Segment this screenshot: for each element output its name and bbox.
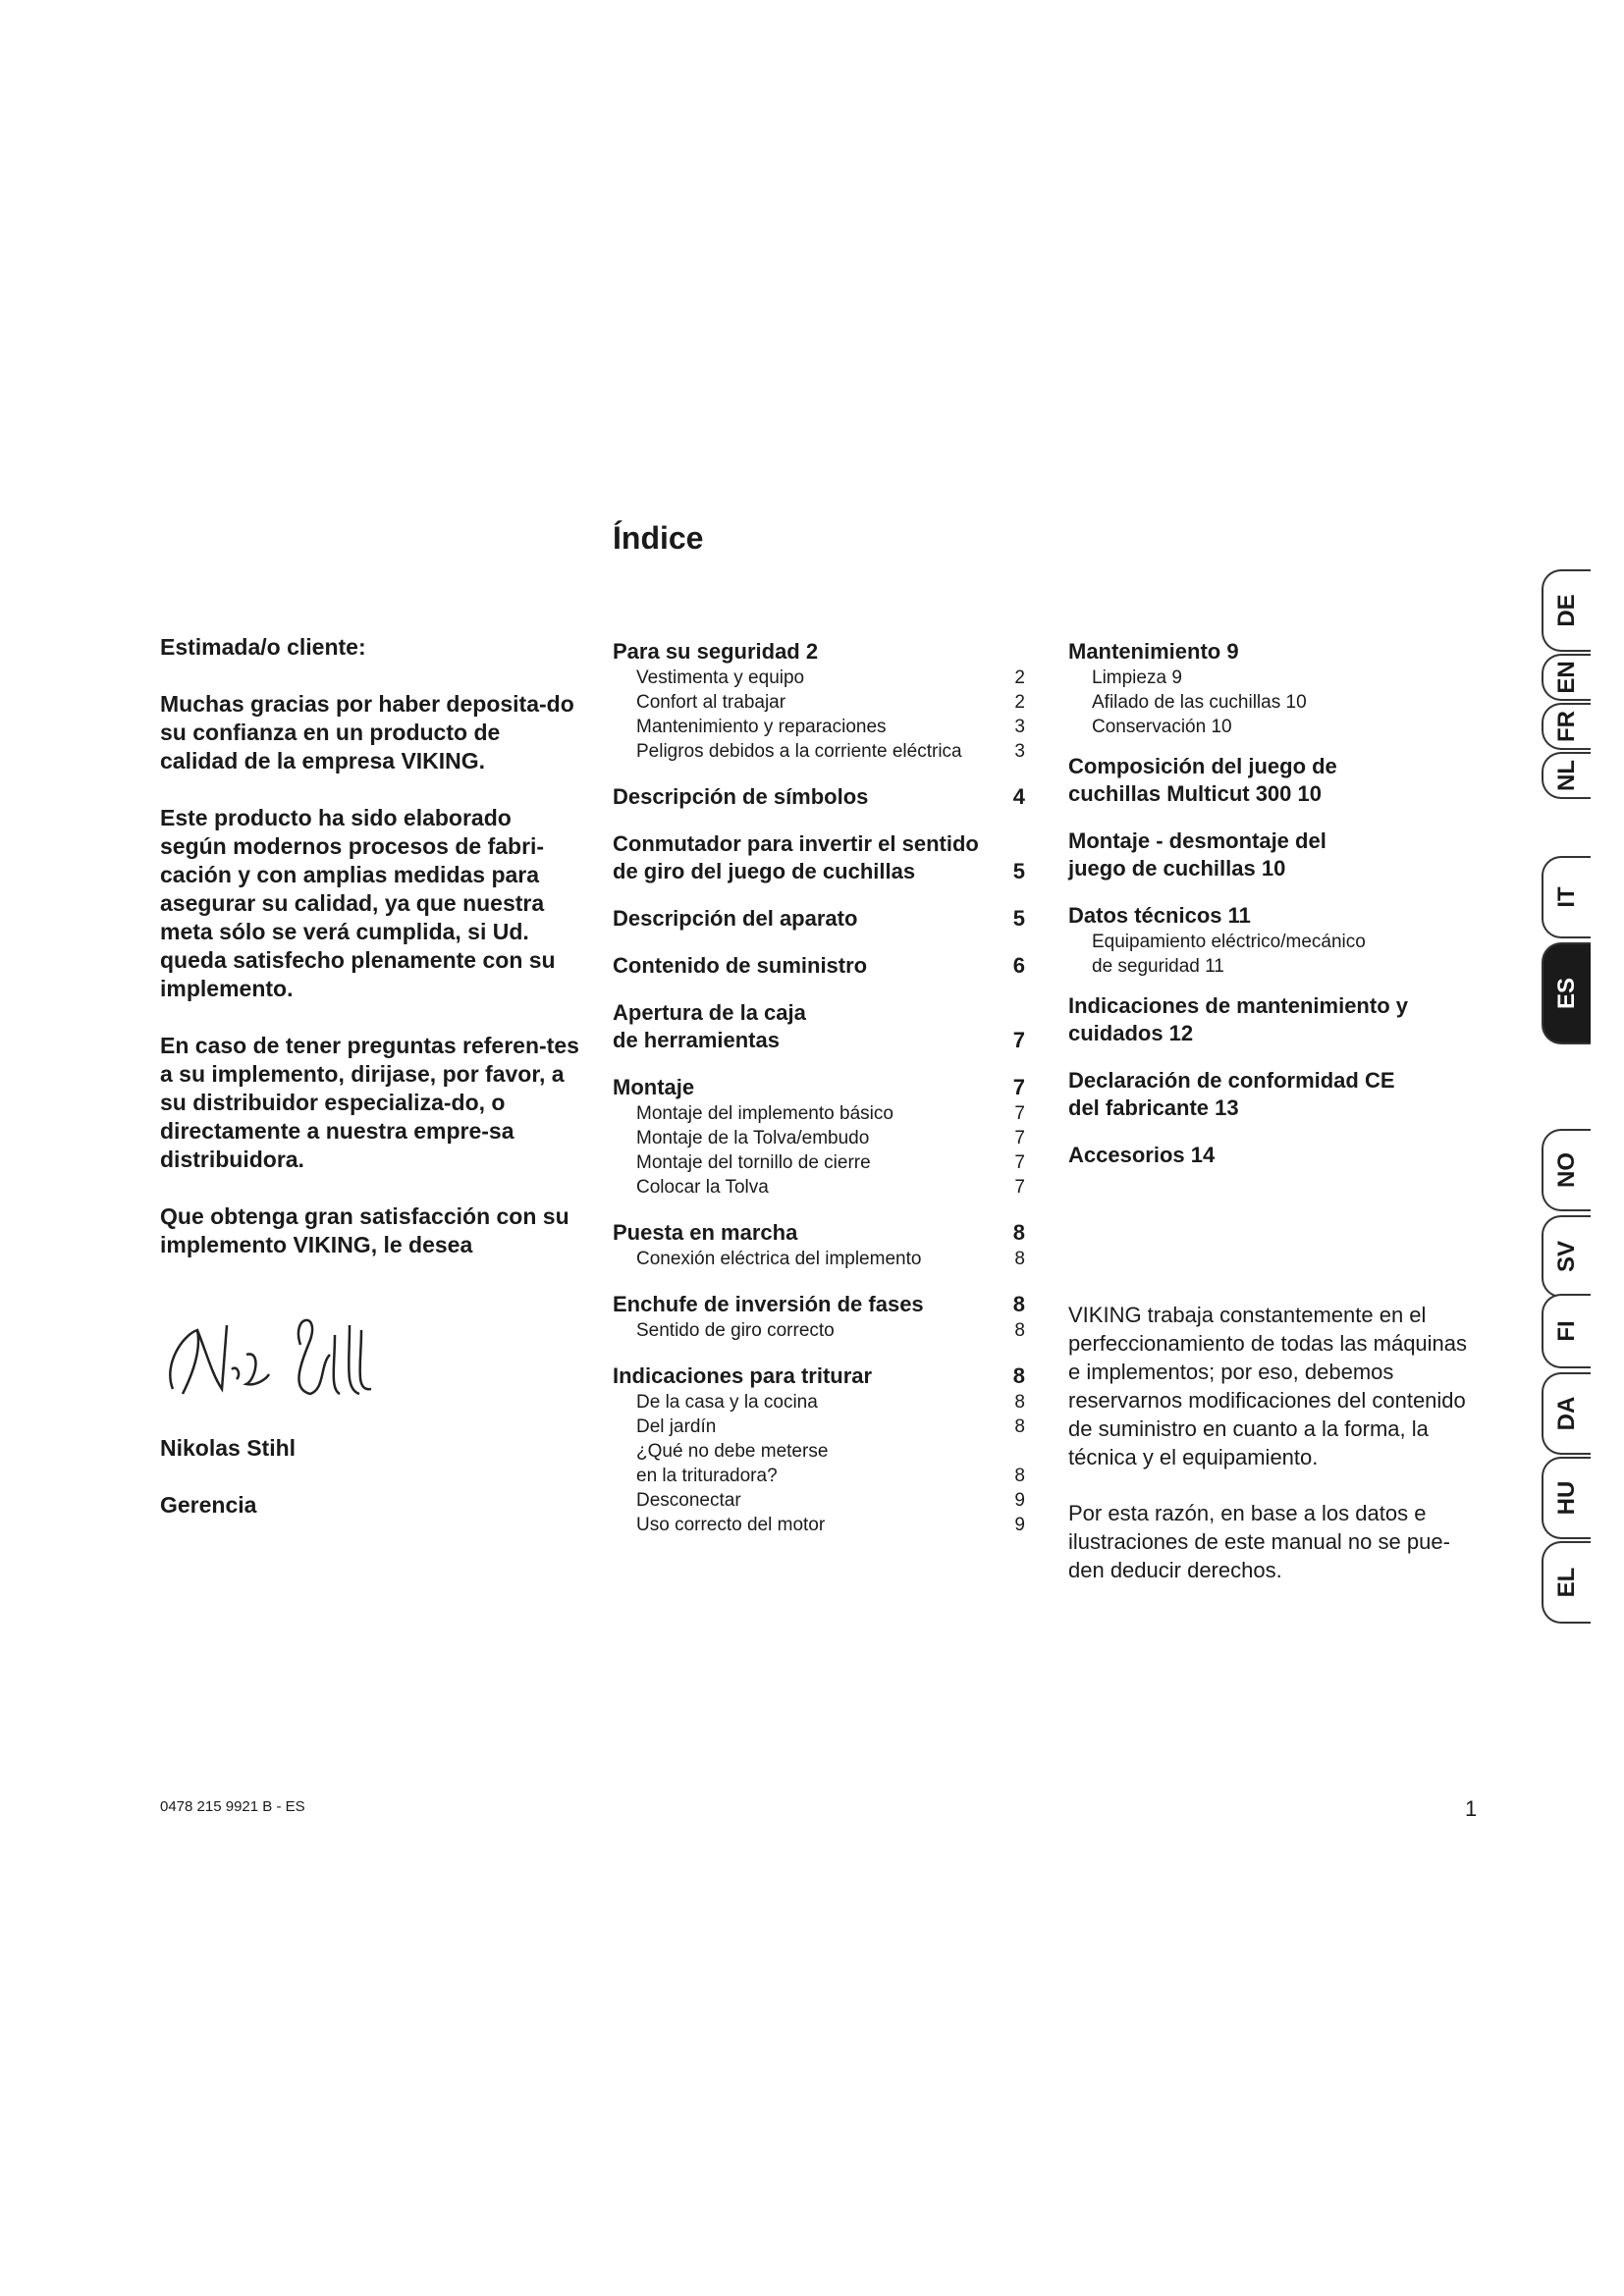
toc-subitem[interactable]: Del jardín 8 (636, 1416, 1025, 1437)
toc-subitem[interactable]: Sentido de giro correcto 8 (636, 1320, 1025, 1341)
disclaimer-note (1068, 1301, 1481, 1612)
toc-subitem[interactable]: Uso correcto del motor 9 (636, 1515, 1025, 1535)
signatory-role: Gerencia (160, 1492, 257, 1518)
toc-subitem[interactable]: De la casa y la cocina 8 (636, 1392, 1025, 1413)
letter-column (160, 633, 582, 1288)
toc-subitem[interactable]: Desconectar 9 (636, 1490, 1025, 1511)
toc-section[interactable]: cuchillas Multicut 300 10 (1068, 781, 1322, 806)
language-tab-it[interactable]: IT (1542, 856, 1591, 938)
toc-section[interactable]: Composición del juego de (1068, 754, 1337, 778)
language-tab-sv[interactable]: SV (1542, 1215, 1591, 1298)
toc-middle (613, 638, 1025, 1537)
language-tab-hu[interactable]: HU (1542, 1457, 1591, 1539)
toc-subitem[interactable]: Confort al trabajar 2 (636, 692, 1025, 713)
toc-subitem[interactable]: Limpieza 9 (1092, 667, 1182, 688)
language-tab-da[interactable]: DA (1542, 1372, 1591, 1455)
toc-section[interactable]: Declaración de conformidad CE (1068, 1068, 1395, 1093)
language-tab-de[interactable]: DE (1542, 569, 1591, 652)
toc-section[interactable]: Montaje - desmontaje del (1068, 828, 1326, 853)
handwritten-signature (153, 1296, 379, 1414)
page-title: Índice (613, 520, 704, 556)
toc-section[interactable]: Montaje 7 (613, 1075, 1025, 1099)
toc-subitem[interactable]: en la trituradora? 8 (636, 1466, 1025, 1486)
note-paragraph: Por esta razón, en base a los datos e ilustraciones de este manual no se pue-den deducir derechos. (1068, 1501, 1450, 1582)
toc-section[interactable]: Contenido de suministro 6 (613, 953, 1025, 978)
toc-section[interactable]: Datos técnicos 11 (1068, 903, 1251, 928)
toc-section[interactable]: del fabricante 13 (1068, 1095, 1239, 1120)
toc-section[interactable]: de herramientas 7 (613, 1028, 1025, 1052)
toc-subitem[interactable]: Peligros debidos a la corriente eléctrica 3 (636, 741, 1025, 762)
letter-paragraph: En caso de tener preguntas referen-tes a su implemento, dirijase, por favor, a su distribuidor especializa-do, o directamente a nuestra empre-sa distribuidora. (160, 1033, 579, 1172)
language-tab-nl[interactable]: NL (1542, 752, 1591, 799)
language-tab-el[interactable]: EL (1542, 1541, 1591, 1624)
toc-section[interactable]: Para su seguridad 2 (613, 639, 819, 664)
language-tab-es[interactable]: ES (1542, 942, 1591, 1044)
document-code: 0478 215 9921 B - ES (160, 1798, 305, 1815)
toc-subitem[interactable]: Equipamiento eléctrico/mecánico (1092, 932, 1366, 952)
language-tab-no[interactable]: NO (1542, 1129, 1591, 1211)
greeting: Estimada/o cliente: (160, 634, 366, 660)
toc-section[interactable]: Conmutador para invertir el sentido (613, 831, 979, 856)
toc-subitem[interactable]: Conexión eléctrica del implemento 8 (636, 1249, 1025, 1269)
toc-subitem[interactable]: Montaje de la Tolva/embudo 7 (636, 1128, 1025, 1148)
toc-section[interactable]: Descripción de símbolos 4 (613, 784, 1025, 809)
toc-section[interactable]: Indicaciones para triturar 8 (613, 1363, 1025, 1388)
toc-section[interactable]: de giro del juego de cuchillas 5 (613, 859, 1025, 883)
letter-paragraph: Este producto ha sido elaborado según modernos procesos de fabri-cación y con amplias medidas para asegurar su calidad, ya que nuestra meta sólo se verá cumplida, si Ud. queda satisfecho plenamente con su implemento. (160, 805, 556, 1001)
toc-subitem[interactable]: Afilado de las cuchillas 10 (1092, 692, 1307, 713)
toc-subitem[interactable]: Montaje del tornillo de cierre 7 (636, 1152, 1025, 1173)
toc-section[interactable]: Accesorios 14 (1068, 1143, 1216, 1167)
toc-section[interactable]: Indicaciones de mantenimiento y (1068, 993, 1408, 1018)
language-tab-fr[interactable]: FR (1542, 703, 1591, 750)
toc-subitem[interactable]: Mantenimiento y reparaciones 3 (636, 717, 1025, 737)
language-tab-fi[interactable]: FI (1542, 1294, 1591, 1368)
language-tab-en[interactable]: EN (1542, 654, 1591, 701)
letter-paragraph: Muchas gracias por haber deposita-do su confianza en un producto de calidad de la empresa VIKING. (160, 691, 574, 774)
toc-section[interactable]: Descripción del aparato 5 (613, 906, 1025, 931)
toc-section[interactable]: cuidados 12 (1068, 1021, 1194, 1045)
toc-right (1068, 638, 1481, 1169)
toc-subitem[interactable]: ¿Qué no debe meterse (636, 1441, 829, 1462)
page-number: 1 (1465, 1796, 1478, 1821)
toc-section[interactable]: Mantenimiento 9 (1068, 639, 1239, 664)
toc-subitem[interactable]: Conservación 10 (1092, 717, 1232, 737)
note-paragraph: VIKING trabaja constantemente en el perfeccionamiento de todas las máquinas e implementos; por eso, debemos reservarnos modificaciones del contenido de suministro en cuanto a la forma, la técnica y el equipamiento. (1068, 1303, 1468, 1469)
toc-subitem[interactable]: Montaje del implemento básico 7 (636, 1103, 1025, 1124)
toc-subitem[interactable]: de seguridad 11 (1092, 956, 1224, 977)
toc-section[interactable]: juego de cuchillas 10 (1068, 856, 1286, 881)
toc-subitem[interactable]: Colocar la Tolva 7 (636, 1177, 1025, 1198)
signatory-name: Nikolas Stihl (160, 1435, 297, 1461)
toc-section[interactable]: Enchufe de inversión de fases 8 (613, 1292, 1025, 1316)
toc-section[interactable]: Puesta en marcha 8 (613, 1220, 1025, 1245)
letter-paragraph: Que obtenga gran satisfacción con su implemento VIKING, le desea (160, 1203, 569, 1257)
toc-subitem[interactable]: Vestimenta y equipo 2 (636, 667, 1025, 688)
toc-section[interactable]: Apertura de la caja (613, 1000, 806, 1025)
